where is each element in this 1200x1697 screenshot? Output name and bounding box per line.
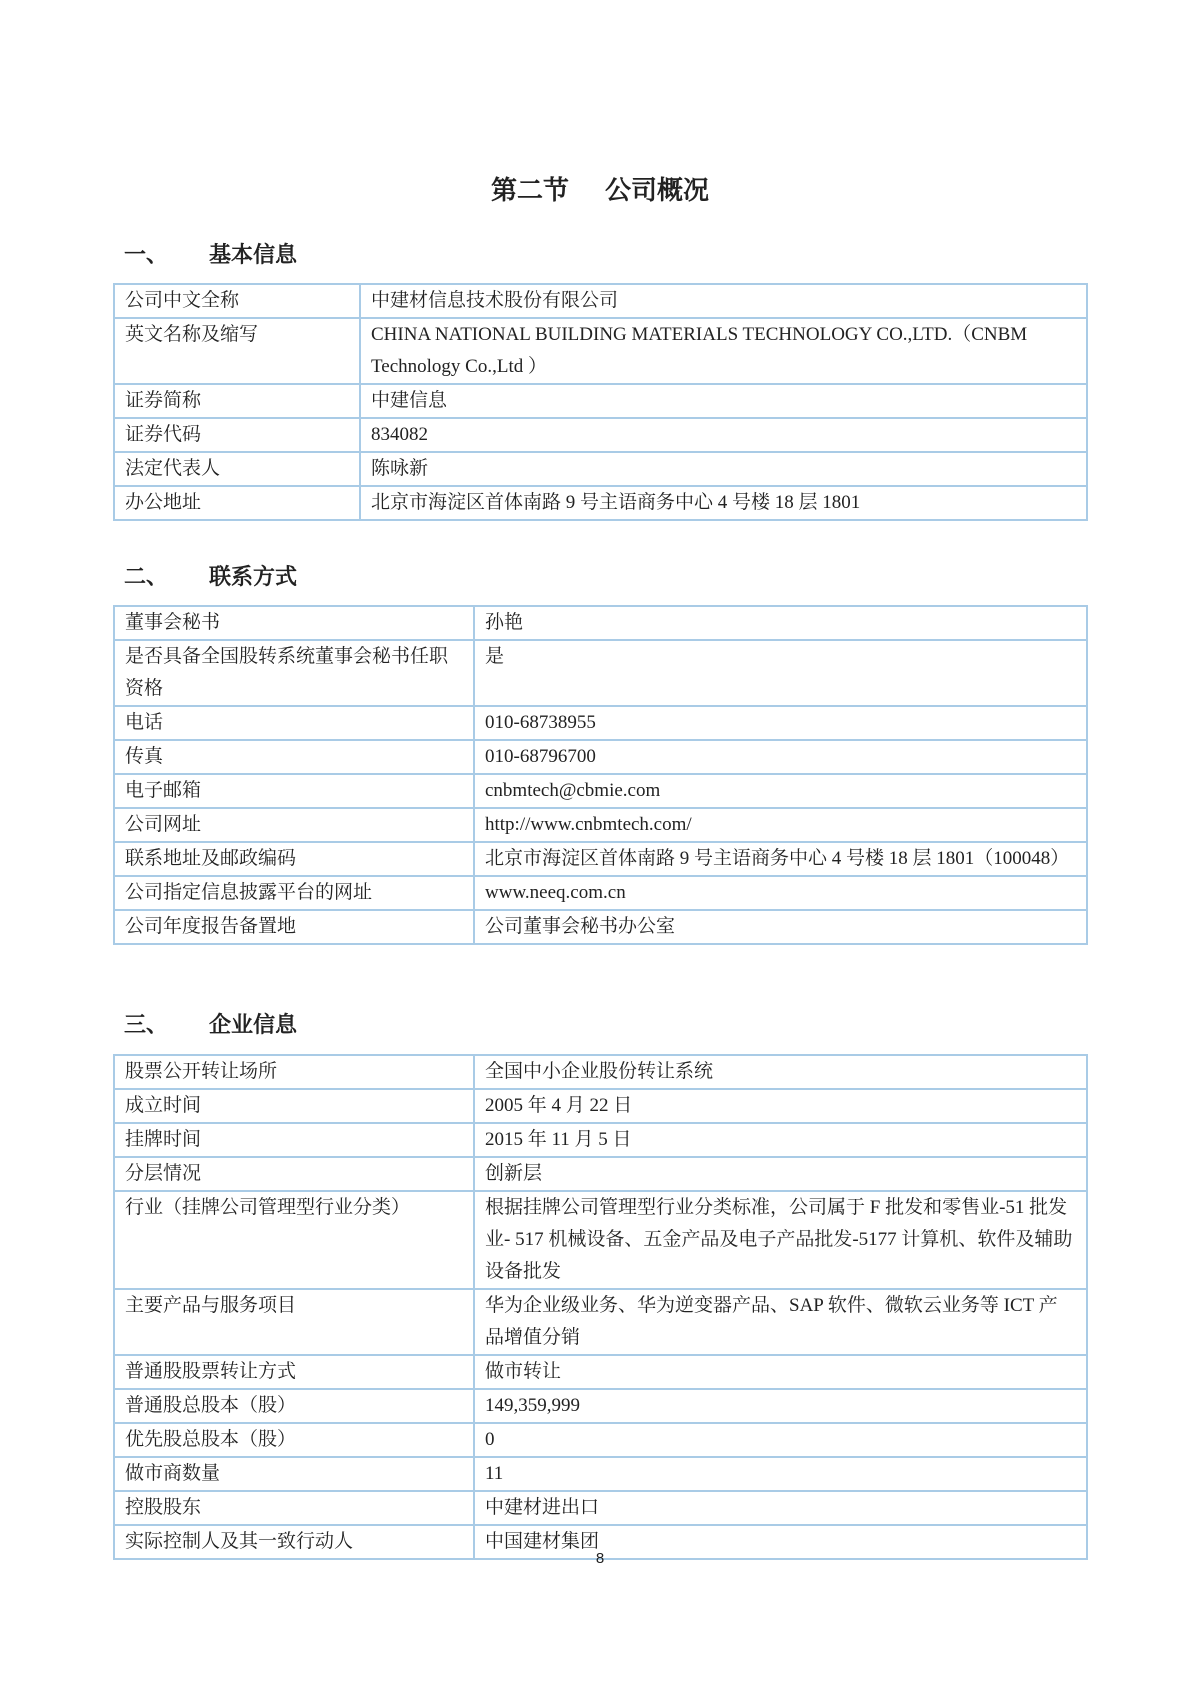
- enterprise-info-table: [113, 1054, 1088, 1560]
- heading-enterprise-info: [124, 1008, 297, 1039]
- field-value: 中建材进出口: [474, 1491, 1087, 1525]
- field-value: 创新层: [474, 1157, 1087, 1191]
- table-row: [114, 774, 1087, 808]
- heading-basic-info: [124, 238, 297, 269]
- field-label: 实际控制人及其一致行动人: [114, 1525, 474, 1559]
- field-value: CHINA NATIONAL BUILDING MATERIALS TECHNOLOGY CO.,LTD.（CNBM Technology Co.,Ltd ）: [360, 318, 1087, 384]
- table-row: [114, 384, 1087, 418]
- field-value: 公司董事会秘书办公室: [474, 910, 1087, 944]
- page-number: 8: [595, 1550, 605, 1567]
- table-row: [114, 1123, 1087, 1157]
- field-label: 公司年度报告备置地: [114, 910, 474, 944]
- heading-label: 联系方式: [209, 565, 298, 590]
- table-row: [114, 1089, 1087, 1123]
- table-row: [114, 740, 1087, 774]
- table-row: [114, 1389, 1087, 1423]
- field-value: 2015 年 11 月 5 日: [474, 1123, 1087, 1157]
- field-value: 根据挂牌公司管理型行业分类标准，公司属于 F 批发和零售业-51 批发业- 517 机械设备、五金产品及电子产品批发-5177 计算机、软件及辅助设备批发: [474, 1191, 1087, 1289]
- field-value: 2005 年 4 月 22 日: [474, 1089, 1087, 1123]
- section-title: 公司概况: [605, 176, 710, 206]
- field-label: 办公地址: [114, 486, 360, 520]
- field-label: 电话: [114, 706, 474, 740]
- field-label: 主要产品与服务项目: [114, 1289, 474, 1355]
- field-label: 董事会秘书: [114, 606, 474, 640]
- table-row: [114, 640, 1087, 706]
- field-label: 公司网址: [114, 808, 474, 842]
- table-row: [114, 808, 1087, 842]
- field-value: cnbmtech@cbmie.com: [474, 774, 1087, 808]
- table-row: [114, 318, 1087, 384]
- field-label: 证券简称: [114, 384, 360, 418]
- field-label: 电子邮箱: [114, 774, 474, 808]
- table-row: [114, 486, 1087, 520]
- heading-number: 三、: [124, 1013, 169, 1038]
- basic-info-table: [113, 283, 1088, 521]
- field-value: 陈咏新: [360, 452, 1087, 486]
- field-value: 孙艳: [474, 606, 1087, 640]
- field-label: 普通股股票转让方式: [114, 1355, 474, 1389]
- field-label: 法定代表人: [114, 452, 360, 486]
- table-row: [114, 842, 1087, 876]
- field-label: 是否具备全国股转系统董事会秘书任职资格: [114, 640, 474, 706]
- table-row: [114, 1355, 1087, 1389]
- field-label: 公司中文全称: [114, 284, 360, 318]
- heading-number: 二、: [124, 565, 169, 590]
- section-number: 第二节: [490, 176, 569, 206]
- field-label: 证券代码: [114, 418, 360, 452]
- field-value: www.neeq.com.cn: [474, 876, 1087, 910]
- table-row: [114, 1157, 1087, 1191]
- field-value: 010-68796700: [474, 740, 1087, 774]
- table-row: [114, 606, 1087, 640]
- table-row: [114, 1423, 1087, 1457]
- field-label: 英文名称及缩写: [114, 318, 360, 384]
- field-value: 中建材信息技术股份有限公司: [360, 284, 1087, 318]
- field-label: 做市商数量: [114, 1457, 474, 1491]
- field-value: 中建信息: [360, 384, 1087, 418]
- field-label: 行业（挂牌公司管理型行业分类）: [114, 1191, 474, 1289]
- field-label: 普通股总股本（股）: [114, 1389, 474, 1423]
- field-value: 华为企业级业务、华为逆变器产品、SAP 软件、微软云业务等 ICT 产品增值分销: [474, 1289, 1087, 1355]
- field-value: 0: [474, 1423, 1087, 1457]
- table-row: [114, 452, 1087, 486]
- heading-label: 基本信息: [209, 243, 298, 268]
- table-row: [114, 910, 1087, 944]
- heading-label: 企业信息: [209, 1013, 298, 1038]
- table-row: [114, 284, 1087, 318]
- field-value: 11: [474, 1457, 1087, 1491]
- field-label: 挂牌时间: [114, 1123, 474, 1157]
- field-value: 北京市海淀区首体南路 9 号主语商务中心 4 号楼 18 层 1801（100048）: [474, 842, 1087, 876]
- field-value: 中国建材集团: [474, 1525, 1087, 1559]
- field-value: http://www.cnbmtech.com/: [474, 808, 1087, 842]
- field-label: 联系地址及邮政编码: [114, 842, 474, 876]
- field-value: 010-68738955: [474, 706, 1087, 740]
- field-label: 优先股总股本（股）: [114, 1423, 474, 1457]
- field-value: 做市转让: [474, 1355, 1087, 1389]
- field-value: 是: [474, 640, 1087, 706]
- field-label: 控股股东: [114, 1491, 474, 1525]
- table-row: [114, 1457, 1087, 1491]
- field-label: 成立时间: [114, 1089, 474, 1123]
- table-row: [114, 876, 1087, 910]
- field-label: 传真: [114, 740, 474, 774]
- table-row: [114, 1491, 1087, 1525]
- table-row: [114, 706, 1087, 740]
- heading-contact: [124, 560, 297, 591]
- field-label: 公司指定信息披露平台的网址: [114, 876, 474, 910]
- field-label: 分层情况: [114, 1157, 474, 1191]
- page-title: [0, 170, 1200, 207]
- heading-number: 一、: [124, 243, 169, 268]
- table-row: [114, 1289, 1087, 1355]
- table-row: [114, 1055, 1087, 1089]
- contact-table: [113, 605, 1088, 945]
- field-value: 149,359,999: [474, 1389, 1087, 1423]
- field-value: 北京市海淀区首体南路 9 号主语商务中心 4 号楼 18 层 1801: [360, 486, 1087, 520]
- field-value: 全国中小企业股份转让系统: [474, 1055, 1087, 1089]
- field-label: 股票公开转让场所: [114, 1055, 474, 1089]
- table-row: [114, 418, 1087, 452]
- table-row: [114, 1191, 1087, 1289]
- field-value: 834082: [360, 418, 1087, 452]
